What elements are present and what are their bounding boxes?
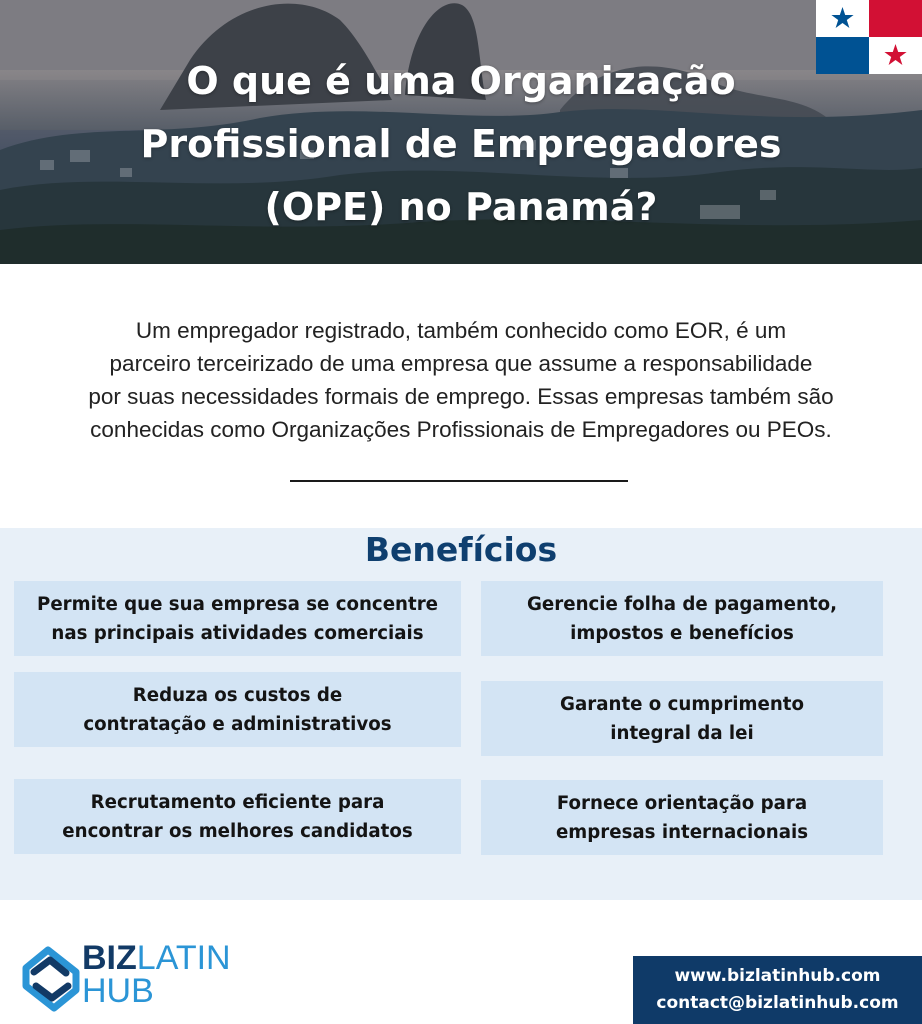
brand-logo-text [82,939,231,1010]
intro-paragraph [20,314,902,446]
benefit-text: Recrutamento eficiente para [90,791,385,813]
logo-hub: HUB [82,972,154,1010]
benefit-text: Garante o cumprimento [560,693,804,715]
benefit-text: integral da lei [610,722,754,744]
website-link[interactable]: www.bizlatinhub.com [674,966,881,986]
intro-line: parceiro terceirizado de uma empresa que assume a responsabilidade [109,351,813,376]
panama-flag-icon [816,0,922,74]
hero-banner [0,0,922,264]
benefit-card [14,672,461,747]
benefit-text: empresas internacionais [555,821,809,843]
benefit-card [14,779,461,854]
benefit-text: Fornece orientação para [556,792,808,814]
logo-latin: LATIN [136,939,231,977]
benefit-text: Permite que sua empresa se concentre [36,593,438,615]
benefit-card [481,581,883,656]
benefit-text: Gerencie folha de pagamento, [527,593,837,615]
biz-latin-hub-logo-icon [20,946,82,1012]
section-divider [290,480,628,482]
benefits-heading: Benefícios [364,530,558,569]
title-line: (OPE) no Panamá? [264,185,658,229]
benefit-card [481,681,883,756]
benefit-text: impostos e benefícios [570,622,794,644]
benefit-text: encontrar os melhores candidatos [62,820,413,842]
email-link[interactable]: contact@bizlatinhub.com [656,993,899,1013]
logo-biz: BIZ [82,939,137,977]
page-title [0,50,922,239]
intro-line: Um empregador registrado, também conhecido como EOR, é um [135,318,787,343]
benefit-card [481,780,883,855]
benefit-text: Reduza os custos de [132,684,343,706]
intro-line: conhecidas como Organizações Profissionais de Empregadores ou PEOs. [90,417,832,442]
intro-line: por suas necessidades formais de emprego. Essas empresas também são [88,384,834,409]
title-line: O que é uma Organização [186,59,736,103]
title-line: Profissional de Empregadores [140,122,782,166]
contact-box [633,956,922,1024]
benefit-text: nas principais atividades comerciais [51,622,424,644]
benefit-card [14,581,461,656]
benefit-text: contratação e administrativos [83,713,392,735]
